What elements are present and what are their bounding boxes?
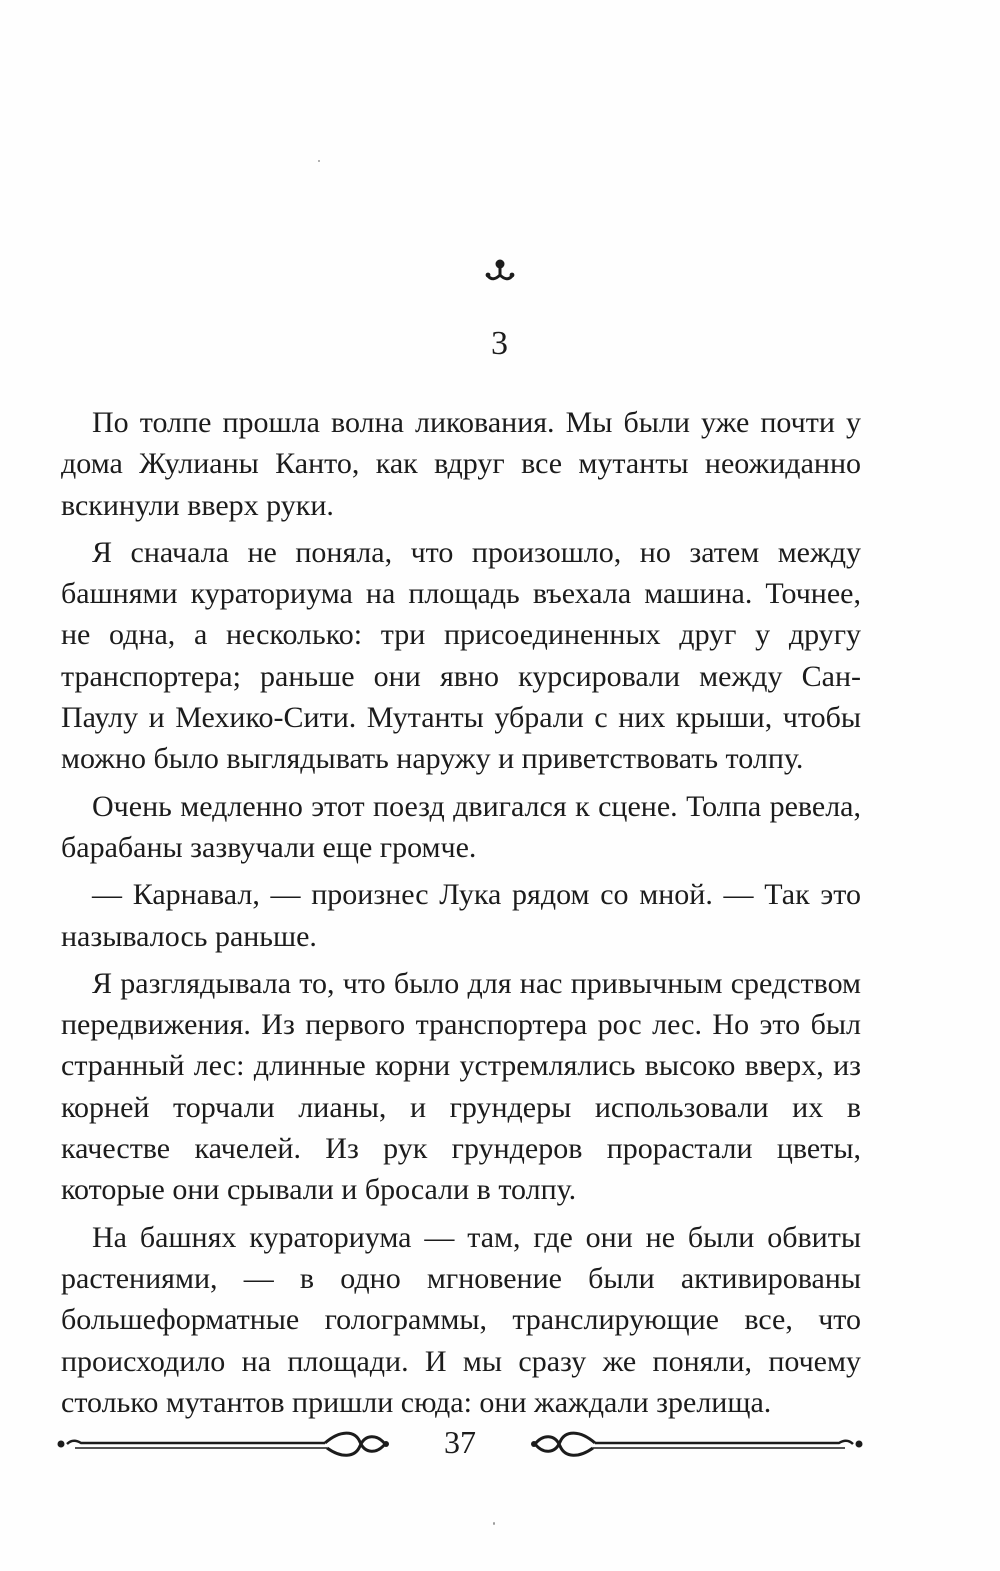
paragraph: Я разглядывала то, что было для нас привычным средством передвижения. Из первого транспортера рос лес. Но это был странный лес: длинные корни устремлялись высоко вверх, из корней торчали лианы, и грундеры использовали их в качестве качелей. Из рук грундеров прорастали цветы, которые они срывали и бросали в толпу. <box>61 966 861 1207</box>
paragraph: По толпе прошла волна ликования. Мы были уже почти у дома Жулианы Канто, как вдруг все мутанты неожиданно вскинули вверх руки. <box>61 406 861 522</box>
paper-speck <box>493 1522 495 1525</box>
paragraph: — Карнавал, — произнес Лука рядом со мной. — Так это называлось раньше. <box>61 878 861 953</box>
chapter-ornament <box>0 258 1000 292</box>
scroll-rule-right-icon <box>530 1424 865 1464</box>
scroll-rule-left-icon <box>55 1424 390 1464</box>
paragraph: Я сначала не поняла, что произошло, но затем между башнями кураториума на площадь въехала машина. Точнее, не одна, а несколько: три присоединенных друг у другу транспортера; раньше они явно курсировали между Сан-Паулу и Мехико-Сити. Мутанты убрали с них крыши, чтобы можно было выглядывать наружу и приветствовать толпу. <box>61 535 861 776</box>
paragraph: На башнях кураториума — там, где они не были обвиты растениями, — в одно мгновение были активированы большеформатные голограммы, транслирующие все, что происходило на площади. И мы сразу же поняли, почему столько мутантов пришли сюда: они жаждали зрелища. <box>61 1220 861 1419</box>
page-number: 37 <box>444 1424 476 1460</box>
chapter-body <box>61 402 861 1429</box>
page-footer <box>55 1418 865 1468</box>
fleuron-icon <box>485 258 515 284</box>
chapter-number: 3 <box>491 325 509 362</box>
paper-speck <box>318 160 320 162</box>
paragraph: Очень медленно этот поезд двигался к сцене. Толпа ревела, барабаны зазвучали еще громче. <box>61 789 861 864</box>
